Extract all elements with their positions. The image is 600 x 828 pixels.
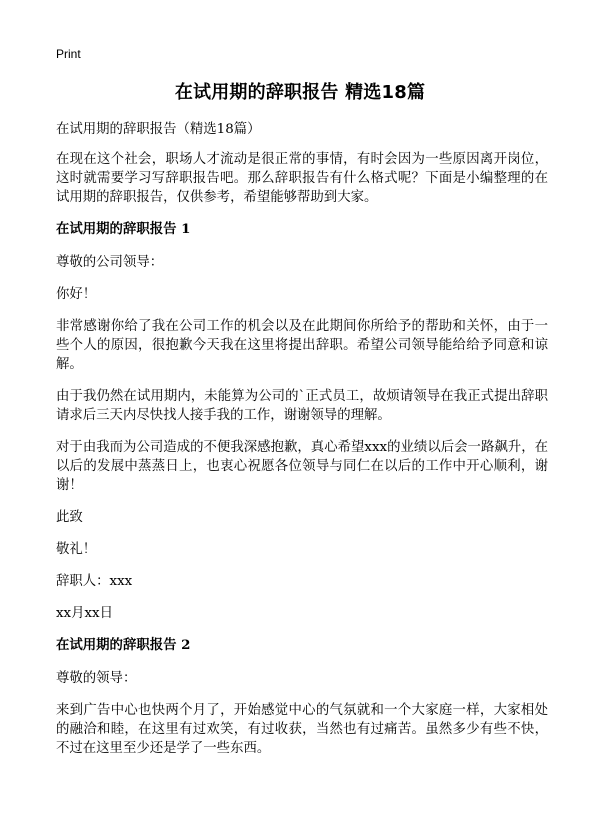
date-line: xx月xx日 xyxy=(56,606,113,621)
section-heading-2: 在试用期的辞职报告 2 xyxy=(56,637,191,653)
salutation: 尊敬的领导： xyxy=(56,671,137,686)
body-paragraph: 对于由我而为公司造成的不便我深感抱歉，真心希望xxx的业绩以后会一路飙升，在以后的发展中蒸蒸日上，也衷心祝愿各位领导与同仁在以后的工作中开心顺利，谢谢！ xyxy=(56,440,548,493)
document-title: 在试用期的辞职报告 精选18篇 xyxy=(174,82,426,103)
body-paragraph: 由于我仍然在试用期内，未能算为公司的`正式员工，故烦请领导在我正式提出辞职请求后三天内尽快找人接手我的工作，谢谢领导的理解。 xyxy=(56,389,548,423)
intro-paragraph: 在现在这个社会，职场人才流动是很正常的事情，有时会因为一些原因离开岗位，这时就需要学习写辞职报告吧。那么辞职报告有什么格式呢？下面是小编整理的在试用期的辞职报告，仅供参考，希望能够帮助到大家。 xyxy=(56,152,548,205)
closing-regards: 敬礼！ xyxy=(56,542,97,557)
salutation: 尊敬的公司领导： xyxy=(56,255,164,270)
body-paragraph: 非常感谢你给了我在公司工作的机会以及在此期间你所给予的帮助和关怀，由于一些个人的原因，很抱歉今天我在这里将提出辞职。希望公司领导能给给予同意和谅解。 xyxy=(56,319,548,372)
body-paragraph: 来到广告中心也快两个月了，开始感觉中心的气氛就和一个大家庭一样，大家相处的融洽和睦，在这里有过欢笑，有过收获，当然也有过痛苦。虽然多少有些不快，不过在这里至少还是学了一些东西。 xyxy=(56,703,548,756)
print-link[interactable]: Print xyxy=(56,47,81,61)
document-subtitle: 在试用期的辞职报告（精选18篇） xyxy=(56,122,261,137)
document-body xyxy=(56,120,548,771)
section-heading-1: 在试用期的辞职报告 1 xyxy=(56,221,191,237)
signature: 辞职人：xxx xyxy=(56,574,133,589)
greeting: 你好！ xyxy=(56,287,97,302)
closing-line: 此致 xyxy=(56,510,83,525)
